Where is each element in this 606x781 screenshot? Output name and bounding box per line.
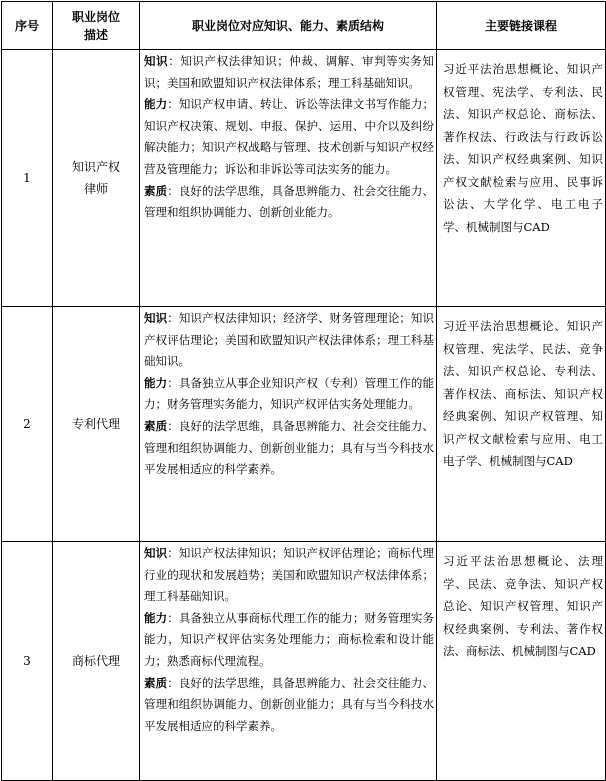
quality-text: ：良好的法学思维，具备思辨能力、社会交往能力、管理和组织协调能力、创新创业能力；具有与当今科技水平发展相适应的科学素养。 xyxy=(144,675,435,733)
ability-text: ：具备独立从事企业知识产权（专利）管理工作的能力；财务管理实务能力，知识产权评估实务处理能力。 xyxy=(144,375,435,412)
table-row xyxy=(2,307,606,542)
knowledge-label: 知识 xyxy=(144,311,168,325)
knowledge-label: 知识 xyxy=(144,546,168,560)
quality-text: ：良好的法学思维，具备思辨能力、社会交往能力、管理和组织协调能力、创新创业能力；具有与当今科技水平发展相适应的科学素养。 xyxy=(144,418,435,477)
quality-label: 素质 xyxy=(144,183,168,198)
position-title xyxy=(53,542,140,781)
row-number: 3 xyxy=(2,542,53,781)
ability-label: 能力 xyxy=(144,610,168,625)
ability-paragraph xyxy=(144,373,434,416)
header-position-label: 职业岗位描述 xyxy=(71,9,120,42)
knowledge-paragraph xyxy=(144,51,434,94)
position-title-text: 专利代理 xyxy=(71,417,120,431)
position-title-text: 知识产权律师 xyxy=(71,160,120,196)
structure-cell xyxy=(140,50,437,307)
ability-label: 能力 xyxy=(144,97,168,112)
position-title-text: 商标代理 xyxy=(71,654,120,668)
courses-cell: 习近平法治思想概论、法理学、民法、竞争法、知识产权总论、知识产权管理、知识产权经典案例、专利法、著作权法、商标法、机械制图与CAD xyxy=(437,542,606,781)
structure-cell xyxy=(140,307,437,542)
courses-cell: 习近平法治思想概论、知识产权管理、宪法学、专利法、民法、知识产权总论、商标法、著作权法、行政法与行政诉讼法、知识产权经典案例、知识产权文献检索与应用、民事诉讼法、大学化学、电工电子学、机械制图与CAD xyxy=(437,50,606,307)
row-number: 1 xyxy=(2,50,53,307)
quality-label: 素质 xyxy=(144,675,168,690)
position-title xyxy=(53,50,140,307)
ability-label: 能力 xyxy=(144,375,168,390)
ability-paragraph xyxy=(144,608,434,673)
header-courses: 主要链接课程 xyxy=(437,2,606,50)
knowledge-text: ：知识产权法律知识；经济学、财务管理理论；知识产权评估理论；美国和欧盟知识产权法律体系；理工科基础知识。 xyxy=(144,311,435,369)
knowledge-text: ：知识产权法律知识；知识产权评估理论；商标代理行业的现状和发展趋势；美国和欧盟知识产权法律体系；理工科基础知识。 xyxy=(144,546,435,604)
knowledge-text: ：知识产权法律知识；仲裁、调解、审判等实务知识；美国和欧盟知识产权法律体系；理工科基础知识。 xyxy=(144,54,434,90)
quality-text: ：良好的法学思维，具备思辨能力、社会交往能力、管理和组织协调能力、创新创业能力。 xyxy=(144,183,435,220)
table-row xyxy=(2,542,606,781)
ability-text: ：具备独立从事商标代理工作的能力；财务管理实务能力，知识产权评估实务处理能力；商标检索和设计能力；熟悉商标代理流程。 xyxy=(144,610,435,668)
courses-cell: 习近平法治思想概论、知识产权管理、宪法学、民法、竞争法、知识产权总论、专利法、著作权法、商标法、知识产权经典案例、知识产权管理、知识产权文献检索与应用、电工电子学、机械制图与CAD xyxy=(437,307,606,542)
structure-cell xyxy=(140,542,437,781)
career-course-table xyxy=(1,1,606,781)
quality-label: 素质 xyxy=(144,418,168,433)
knowledge-paragraph xyxy=(144,543,434,608)
row-number: 2 xyxy=(2,307,53,542)
quality-paragraph xyxy=(144,416,434,481)
ability-paragraph xyxy=(144,94,434,180)
position-title xyxy=(53,307,140,542)
ability-text: ：知识产权申请、转让、诉讼等法律文书写作能力；知识产权决策、规划、申报、保护、运用、中介以及纠纷解决能力；知识产权战略与管理、技术创新与知识产权经营及管理能力；诉讼和非诉讼等司法实务的能力。 xyxy=(144,97,435,176)
table-row xyxy=(2,50,606,307)
header-position xyxy=(53,2,140,50)
header-row xyxy=(2,2,606,50)
header-structure: 职业岗位对应知识、能力、素质结构 xyxy=(140,2,437,50)
knowledge-label: 知识 xyxy=(144,54,169,68)
quality-paragraph xyxy=(144,181,434,224)
quality-paragraph xyxy=(144,673,434,738)
header-no: 序号 xyxy=(2,2,53,50)
knowledge-paragraph xyxy=(144,308,434,373)
